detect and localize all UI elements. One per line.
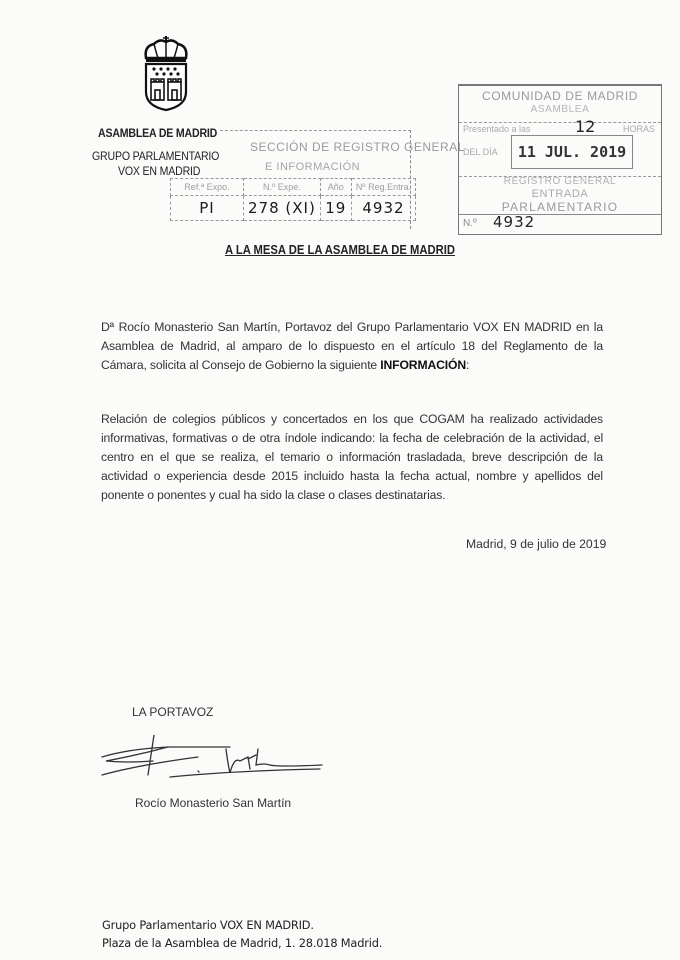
col-num-expe: N.º Expe.	[244, 179, 321, 196]
ref-expo-value: PI	[171, 196, 244, 221]
num-expe-value: 278 (XI)	[244, 196, 321, 221]
year-value: 19	[320, 196, 351, 221]
col-reg-entry: Nº Reg.Entra.	[351, 179, 415, 196]
request-paragraph: Relación de colegios públicos y concertados en los que COGAM ha realizado actividades informativas, formativas o de otra índole indicando: la fecha de celebración de la actividad, el centro en el que se realiza, el temario o información trasladada, breve descripción de la actividad o experiencia desde 2015 incluido hasta la fecha actual, nombre y apellidos del ponente o ponentes y cual ha sido la clase o clases destinatarias.	[101, 412, 603, 502]
signer-name: Rocío Monasterio San Martín	[135, 796, 292, 810]
reg-entry-value: 4932	[351, 196, 415, 221]
stamp-hour-value: 12	[575, 117, 596, 136]
stamp-line-entrada: ENTRADA	[531, 188, 589, 200]
intro-text: Dª Rocío Monasterio San Martín, Portavoz del Grupo Parlamentario VOX EN MADRID en la Asamblea de Madrid, al amparo de lo dispuesto en el artículo 18 del Reglamento de la Cámara, solicita al Consejo de Gobierno la siguiente	[101, 320, 603, 372]
group-name-line1: GRUPO PARLAMENTARIO	[92, 151, 220, 163]
entry-date-stamp	[458, 84, 662, 235]
stamp-hours-word: HORAS	[622, 124, 655, 134]
registration-table-header	[171, 179, 416, 196]
stamp-number-label: N.º	[463, 218, 477, 229]
registration-table-row	[171, 196, 416, 221]
stamp-hour-label: Presentado a las	[463, 124, 531, 134]
intro-bold-word: INFORMACIÓN	[380, 358, 466, 372]
registration-table	[170, 178, 416, 221]
stamp-day-label: DEL DÍA	[463, 147, 498, 157]
document-heading: A LA MESA DE LA ASAMBLEA DE MADRID	[225, 243, 456, 257]
coat-of-arms-icon	[138, 36, 194, 112]
col-ref-expo: Ref.ª Expo.	[171, 179, 244, 196]
signer-role: LA PORTAVOZ	[132, 705, 214, 719]
intro-paragraph	[101, 318, 603, 375]
stamp-line-parlamentario: PARLAMENTARIO	[501, 200, 619, 214]
registration-stamp-subtitle: E INFORMACIÓN	[265, 161, 361, 173]
place-and-date: Madrid, 9 de julio de 2019	[466, 537, 607, 551]
intro-end: :	[465, 358, 470, 372]
registration-stamp-title: SECCIÓN DE REGISTRO GENERAL	[250, 140, 465, 154]
group-name-line2: VOX EN MADRID	[118, 166, 201, 178]
org-name: ASAMBLEA DE MADRID	[98, 128, 218, 140]
stamp-number-value: 4932	[493, 213, 536, 231]
handwritten-signature	[98, 735, 323, 790]
stamp-line-registro: REGISTRO GENERAL	[503, 176, 617, 187]
stamp-date: 11 JUL. 2019	[511, 135, 633, 169]
footer-group-name: Grupo Parlamentario VOX EN MADRID.	[102, 918, 314, 932]
footer-address: Plaza de la Asamblea de Madrid, 1. 28.018 Madrid.	[102, 936, 383, 950]
col-year: Año	[320, 179, 351, 196]
stamp-line-comunidad: COMUNIDAD DE MADRID	[481, 89, 639, 103]
stamp-line-asamblea: ASAMBLEA	[530, 104, 590, 115]
